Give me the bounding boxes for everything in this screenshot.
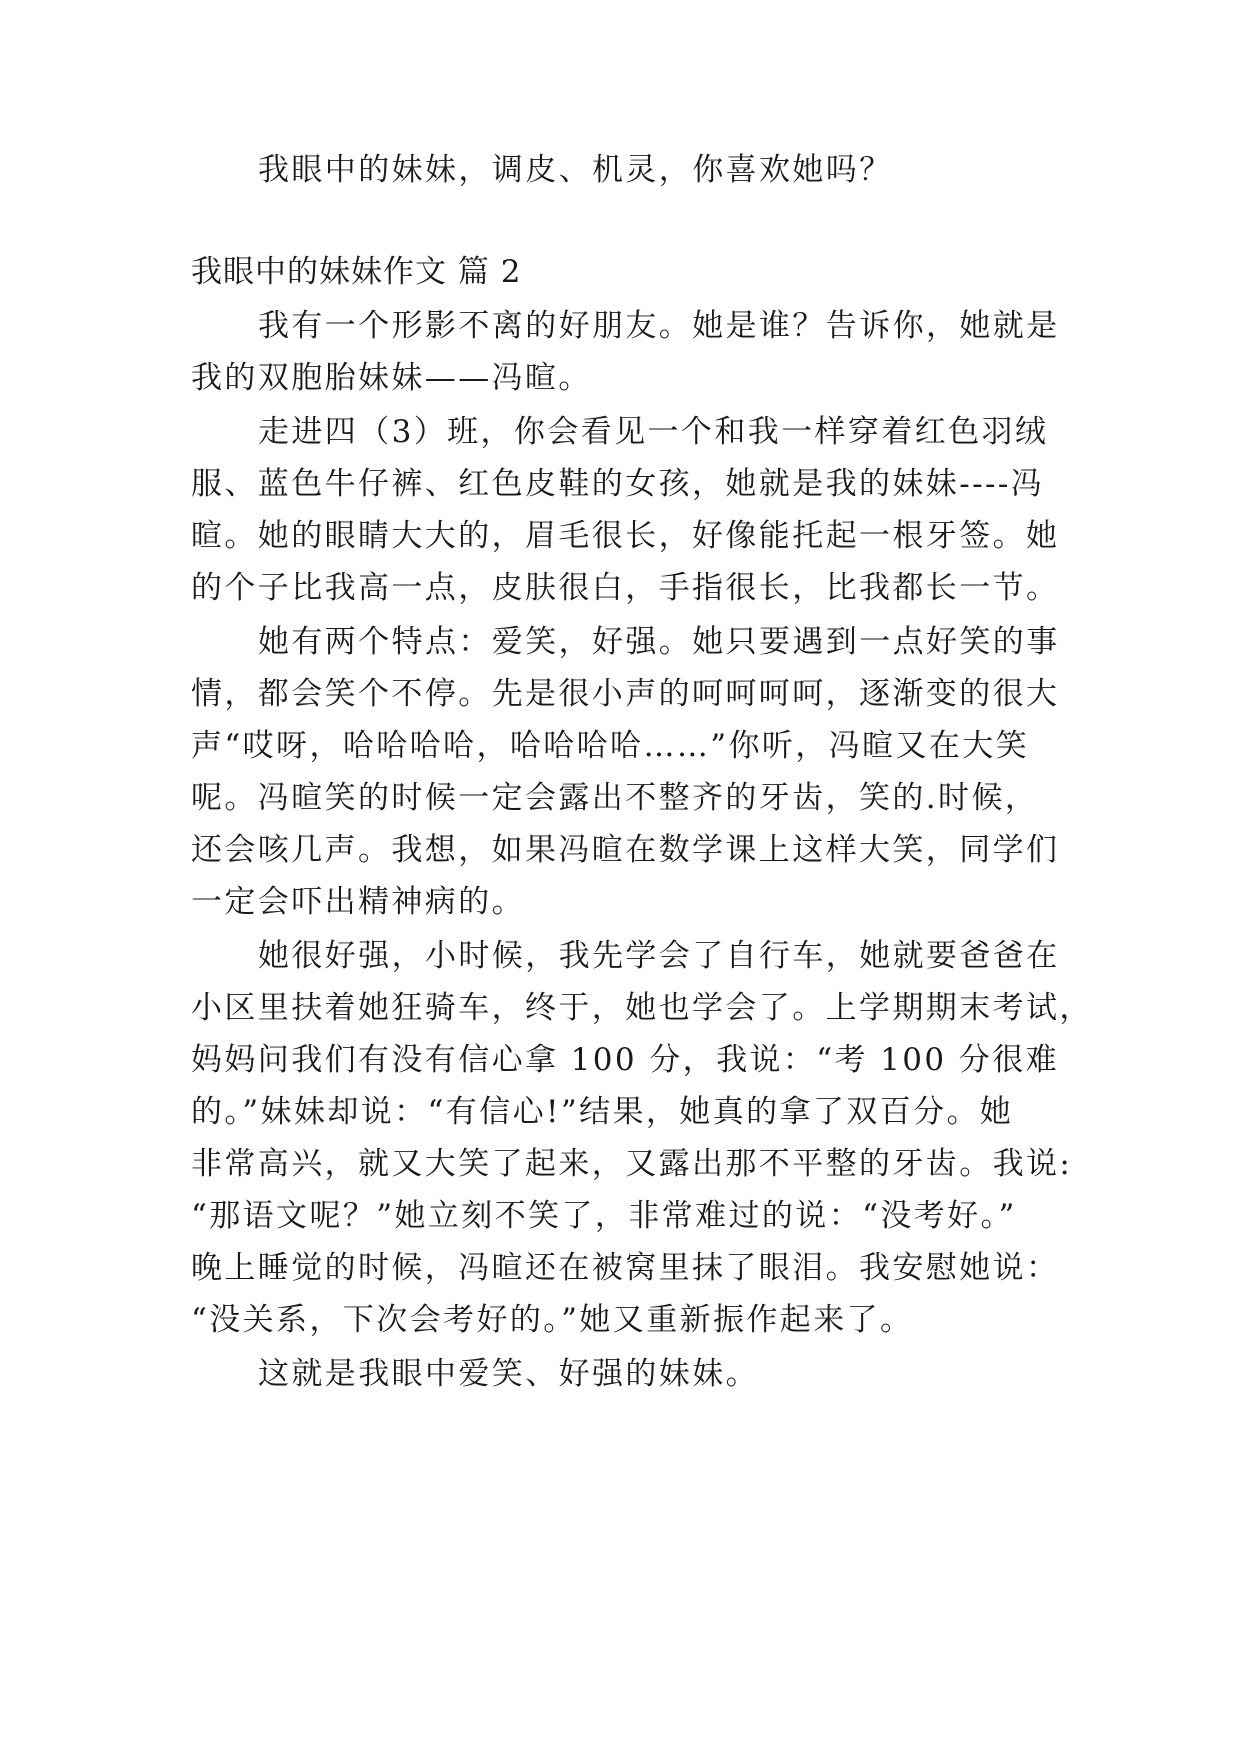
paragraph-line: 我的双胞胎妹妹——冯暄。	[191, 360, 592, 396]
paragraph-line: 的。”妹妹却说：“有信心!”结果，她真的拿了双百分。她	[191, 1094, 1014, 1130]
paragraph-line: 这就是我眼中爱笑、好强的妹妹。	[258, 1356, 759, 1392]
paragraph-line: 晚上睡觉的时候，冯暄还在被窝里抹了眼泪。我安慰她说：	[191, 1250, 1060, 1286]
paragraph-line: 的个子比我高一点，皮肤很白，手指很长，比我都长一节。	[191, 570, 1060, 606]
paragraph-line: 一定会吓出精神病的。	[191, 884, 525, 920]
paragraph-line: 非常高兴，就又大笑了起来，又露出那不平整的牙齿。我说:	[191, 1146, 1073, 1182]
paragraph-line: 走进四（3）班，你会看见一个和我一样穿着红色羽绒	[258, 414, 1049, 450]
paragraph-line: 她有两个特点：爱笑，好强。她只要遇到一点好笑的事	[258, 624, 1060, 660]
paragraph-line: 暄。她的眼睛大大的，眉毛很长，好像能托起一根牙签。她	[191, 518, 1060, 554]
section-heading: 我眼中的妹妹作文 篇 2	[191, 254, 522, 290]
paragraph-line: 她很好强，小时候，我先学会了自行车，她就要爸爸在	[258, 938, 1060, 974]
paragraph-line: 我有一个形影不离的好朋友。她是谁？告诉你，她就是	[258, 308, 1060, 344]
paragraph-line: “没关系，下次会考好的。”她又重新振作起来了。	[191, 1302, 914, 1338]
paragraph-line: 小区里扶着她狂骑车，终于，她也学会了。上学期期末考试，	[191, 990, 1093, 1026]
paragraph-line: 服、蓝色牛仔裤、红色皮鞋的女孩，她就是我的妹妹----冯	[191, 466, 1045, 502]
paragraph-line: “那语文呢？”她立刻不笑了，非常难过的说：“没考好。”	[191, 1198, 1017, 1234]
paragraph-line: 呢。冯暄笑的时候一定会露出不整齐的牙齿，笑的.时候，	[191, 780, 1039, 816]
paragraph-line: 我眼中的妹妹，调皮、机灵，你喜欢她吗？	[258, 152, 893, 188]
paragraph-line: 声“哎呀，哈哈哈哈，哈哈哈哈……”你听，冯暄又在大笑	[191, 728, 1030, 764]
paragraph-line: 情，都会笑个不停。先是很小声的呵呵呵呵，逐渐变的很大	[191, 676, 1060, 712]
paragraph-line: 还会咳几声。我想，如果冯暄在数学课上这样大笑，同学们	[191, 832, 1060, 868]
paragraph-line: 妈妈问我们有没有信心拿 100 分，我说：“考 100 分很难	[191, 1042, 1060, 1078]
